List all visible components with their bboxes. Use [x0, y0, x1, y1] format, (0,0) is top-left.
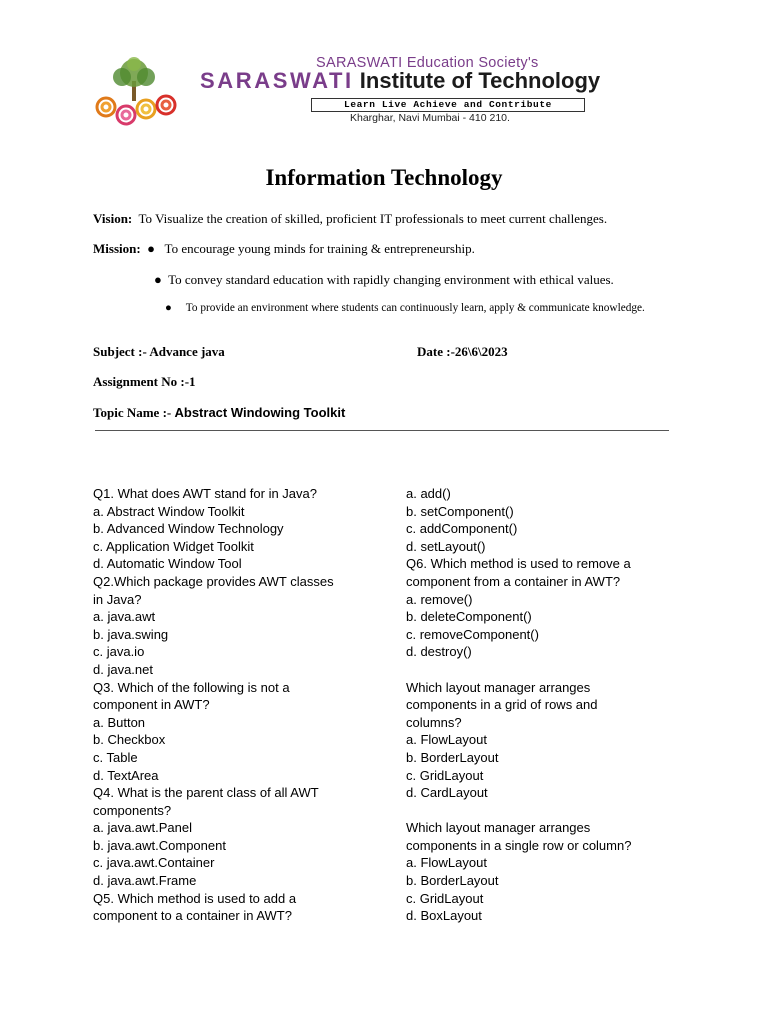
- question-text: Which layout manager arranges: [406, 679, 591, 695]
- question-text: components in a grid of rows and: [406, 697, 598, 713]
- answer-option: c. java.io: [93, 644, 145, 660]
- bullet-icon: ●: [147, 241, 156, 256]
- question-text: Q1. What does AWT stand for in Java?: [93, 486, 317, 501]
- question-text: component in AWT?: [93, 697, 210, 713]
- motto-box: [311, 98, 585, 112]
- answer-option: d. CardLayout: [406, 785, 488, 801]
- tree-icon: [113, 57, 155, 101]
- institute-name-rest: Institute of Technology: [359, 68, 601, 93]
- mission-label: Mission:: [93, 241, 141, 256]
- topic: [93, 405, 345, 421]
- question-text: components?: [93, 802, 172, 818]
- answer-option: a. FlowLayout: [406, 855, 487, 871]
- answer-option: c. Table: [93, 749, 138, 765]
- blank-line: [406, 661, 676, 679]
- question-text: Q3. Which of the following is not a: [93, 679, 290, 695]
- institute-logo: [92, 55, 184, 129]
- mission-item: To encourage young minds for training & entrepreneurship.: [164, 241, 475, 256]
- blank-line: [406, 802, 676, 820]
- topic-name: Abstract Windowing Toolkit: [174, 405, 346, 420]
- answer-option: b. deleteComponent(): [406, 609, 532, 625]
- questions-right-column: [406, 485, 676, 925]
- question-text: Q2.Which package provides AWT classes: [93, 573, 334, 589]
- mission-item: To provide an environment where students can continuously learn, apply & communicate knowledge.: [185, 302, 645, 314]
- question-text: in Java?: [93, 591, 142, 607]
- question-text: component from a container in AWT?: [406, 573, 621, 589]
- bullet-icon: ●: [165, 302, 172, 314]
- page-title: Information Technology: [265, 165, 503, 190]
- question-text: components in a single row or column?: [406, 837, 632, 853]
- mission-item-row: [154, 272, 614, 288]
- question-text: Q5. Which method is used to add a: [93, 890, 297, 906]
- answer-option: a. Button: [93, 714, 146, 730]
- answer-option: d. BoxLayout: [406, 908, 482, 924]
- answer-option: b. setComponent(): [406, 503, 514, 519]
- answer-option: d. setLayout(): [406, 538, 486, 554]
- answer-option: b. java.awt.Component: [93, 837, 226, 853]
- answer-option: b. Advanced Window Technology: [93, 521, 284, 537]
- answer-option: b. Checkbox: [93, 732, 166, 748]
- bullet-icon: ●: [154, 272, 162, 287]
- answer-option: c. Application Widget Toolkit: [93, 538, 254, 554]
- institute-name: SARASWATI: [200, 68, 354, 93]
- vision-text: To Visualize the creation of skilled, proficient IT professionals to meet current challenges.: [138, 211, 608, 226]
- answer-option: c. java.awt.Container: [93, 855, 215, 871]
- topic-label: Topic Name :-: [93, 405, 172, 420]
- date: Date :-26\6\2023: [417, 344, 508, 359]
- answer-option: a. remove(): [406, 591, 473, 607]
- answer-option: c. GridLayout: [406, 890, 484, 906]
- answer-option: d. java.net: [93, 661, 153, 677]
- address: Kharghar, Navi Mumbai - 410 210.: [350, 112, 510, 124]
- answer-option: a. FlowLayout: [406, 732, 487, 748]
- answer-option: a. java.awt: [93, 609, 156, 625]
- answer-option: d. Automatic Window Tool: [93, 556, 242, 572]
- question-text: Which layout manager arranges: [406, 820, 591, 836]
- question-text: Q6. Which method is used to remove a: [406, 556, 631, 572]
- answer-option: a. add(): [406, 486, 451, 501]
- society-name: SARASWATI Education Society's: [316, 55, 539, 71]
- questions-left-column: [93, 485, 383, 925]
- mission-item: To convey standard education with rapidly changing environment with ethical values.: [168, 272, 614, 287]
- question-text: columns?: [406, 714, 462, 730]
- subject: Subject :- Advance java: [93, 344, 225, 359]
- answer-option: c. removeComponent(): [406, 626, 539, 642]
- institute-title: [200, 68, 600, 94]
- question-text: component to a container in AWT?: [93, 908, 292, 924]
- motto: Learn Live Achieve and Contribute: [344, 99, 552, 110]
- answer-option: b. java.swing: [93, 626, 169, 642]
- answer-option: b. BorderLayout: [406, 873, 499, 889]
- answer-option: a. Abstract Window Toolkit: [93, 503, 245, 519]
- answer-option: b. BorderLayout: [406, 749, 499, 765]
- answer-option: d. TextArea: [93, 767, 159, 783]
- answer-option: c. GridLayout: [406, 767, 484, 783]
- vision-statement: [93, 211, 607, 227]
- mission-item-row: [139, 301, 673, 316]
- assignment-number: Assignment No :-1: [93, 374, 196, 389]
- answer-option: d. java.awt.Frame: [93, 873, 197, 889]
- divider: [95, 430, 669, 431]
- vision-label: Vision:: [93, 211, 133, 226]
- answer-option: a. java.awt.Panel: [93, 820, 193, 836]
- mission-statement: [93, 241, 475, 257]
- answer-option: c. addComponent(): [406, 521, 518, 537]
- question-text: Q4. What is the parent class of all AWT: [93, 785, 319, 801]
- answer-option: d. destroy(): [406, 644, 472, 660]
